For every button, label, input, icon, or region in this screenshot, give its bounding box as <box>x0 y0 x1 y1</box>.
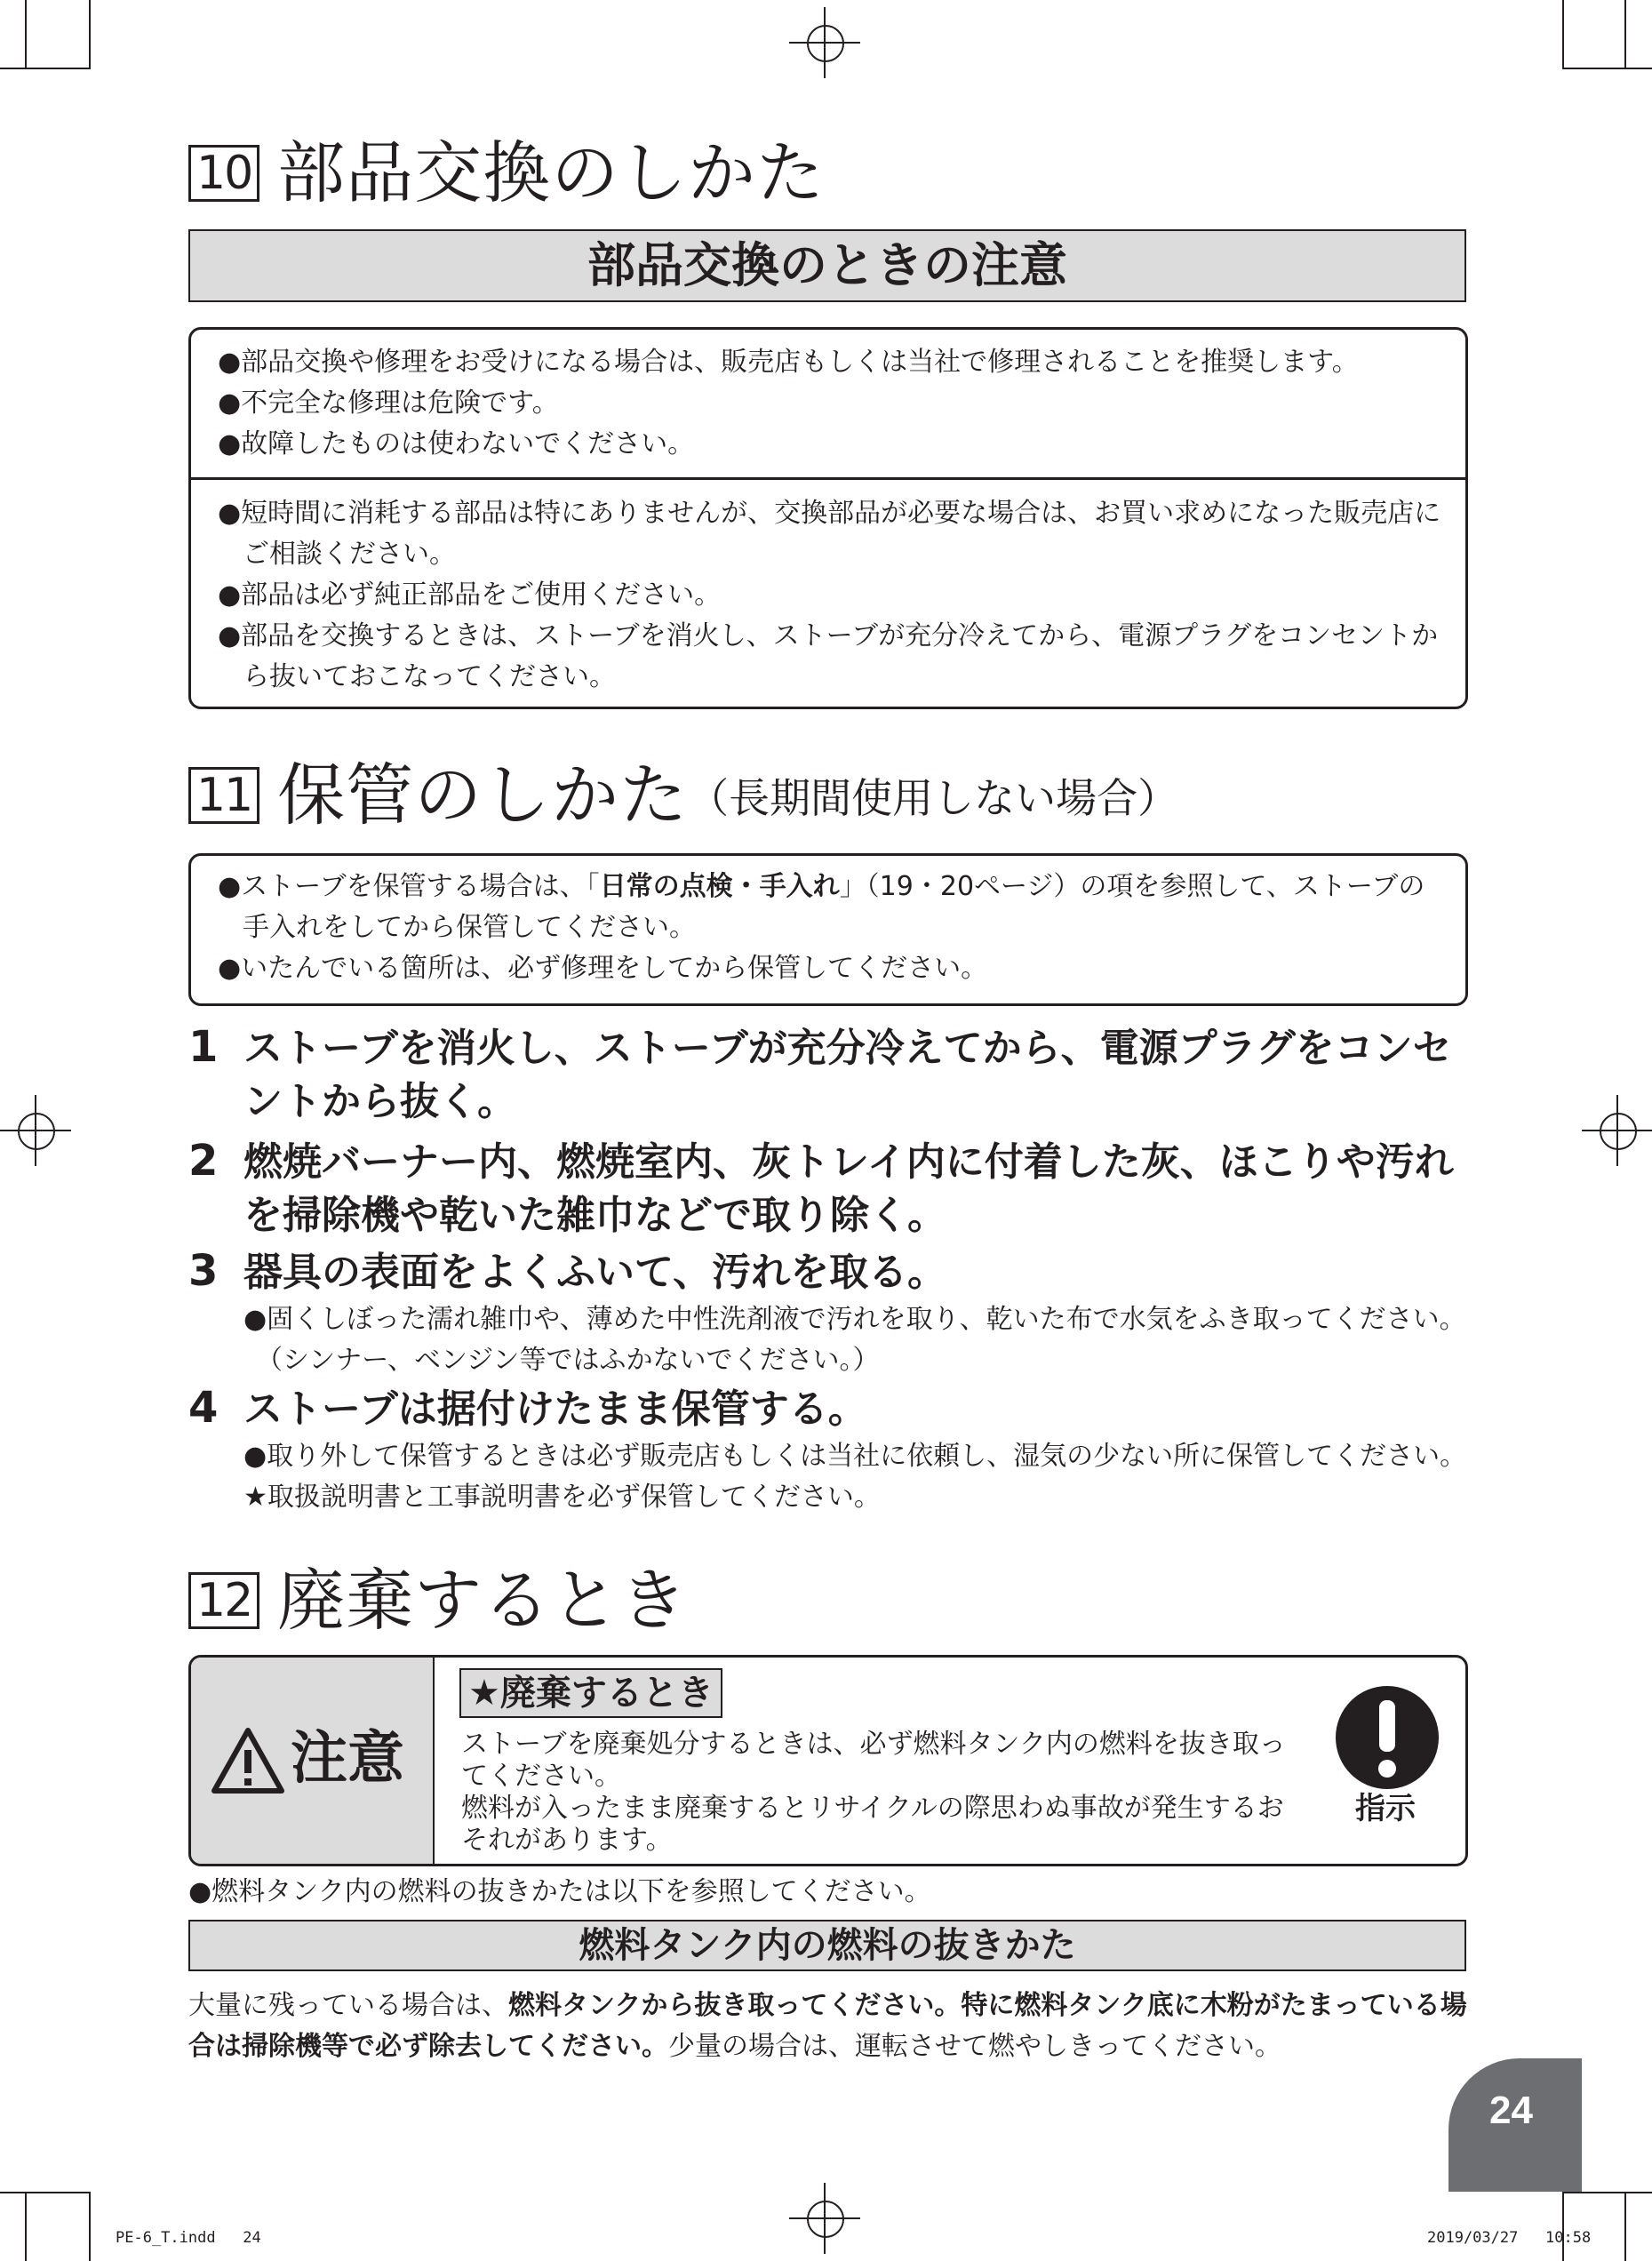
step-1 <box>188 1022 1468 1129</box>
text-run: 少量の場合は、運転させて燃やしきってください。 <box>668 2031 1281 2062</box>
divider <box>191 477 1465 480</box>
crop-mark <box>1624 2193 1626 2261</box>
bullet-item: ●短時間に消耗する部品は特にありませんが、交換部品が必要な場合は、お買い求めになった販売店にご相談ください。 <box>218 498 1441 570</box>
caution-head <box>459 1668 722 1718</box>
step-number: 1 <box>188 1022 219 1072</box>
warning-triangle-icon <box>211 1727 285 1794</box>
crop-mark <box>1562 2192 1652 2193</box>
step-title: 器具の表面をよくふいて、汚れを取る。 <box>243 1250 947 1295</box>
section-number: 10 <box>188 145 259 202</box>
bold-reference: 日常の点検・手入れ <box>599 871 840 902</box>
instruction-mandatory-icon <box>1334 1684 1441 1791</box>
section-number: 11 <box>188 767 259 824</box>
page-number-tab <box>1448 2058 1582 2192</box>
storage-notice-box <box>188 853 1468 1006</box>
text-run: 大量に残っている場合は、 <box>188 1990 508 2021</box>
storage-notice-content <box>218 867 1444 989</box>
crop-mark <box>1624 0 1626 68</box>
bullet-item: ●部品は必ず純正部品をご使用ください。 <box>218 579 722 611</box>
caution-label: 注意 <box>291 1726 404 1792</box>
text-run: ●ストーブを保管する場合は、「 <box>218 871 600 902</box>
step-2 <box>188 1136 1468 1242</box>
fuel-removal-paragraph <box>188 1985 1468 2067</box>
step-number: 4 <box>188 1383 219 1433</box>
notice-box <box>188 327 1468 709</box>
step-3 <box>188 1246 1468 1381</box>
caution-line: 燃料が入ったまま廃棄するとリサイクルの際思わぬ事故が発生するおそれがあります。 <box>461 1793 1284 1856</box>
caution-label-panel <box>191 1658 435 1864</box>
crop-mark <box>25 0 27 68</box>
fuel-note: ●燃料タンク内の燃料の抜きかたは以下を参照してください。 <box>188 1876 931 1907</box>
step-detail: ★取扱説明書と工事説明書を必ず保管してください。 <box>243 1482 881 1513</box>
footer-file-info: PE-6_T.indd 24 <box>116 2229 261 2247</box>
step-number: 2 <box>188 1136 219 1186</box>
registration-mark <box>789 7 860 78</box>
bullet-item: ●いたんでいる箇所は、必ず修理をしてから保管してください。 <box>218 953 988 984</box>
step-title: ストーブを消火し、ストーブが充分冷えてから、電源プラグをコンセントから抜く。 <box>243 1026 1452 1124</box>
subheading-bar <box>188 229 1466 302</box>
section-title: 廃棄するとき <box>277 1561 689 1640</box>
notice-box-bottom <box>218 493 1444 698</box>
step-4 <box>188 1383 1468 1518</box>
page-number: 24 <box>1489 2089 1533 2132</box>
bullet-item: ●部品を交換するときは、ストーブを消火し、ストーブが充分冷えてから、電源プラグをコンセントから抜いておこなってください。 <box>218 620 1439 692</box>
registration-mark <box>0 1095 71 1166</box>
crop-mark <box>1562 0 1564 69</box>
step-title: ストーブは据付けたまま保管する。 <box>243 1386 867 1432</box>
section-subtitle: （長期間使用しない場合） <box>688 774 1179 822</box>
registration-mark <box>789 2183 860 2254</box>
crop-mark <box>1562 2192 1564 2261</box>
step-number: 3 <box>188 1246 219 1296</box>
notice-box-top <box>218 342 1444 465</box>
caution-text <box>461 1729 1305 1857</box>
crop-mark <box>89 0 91 69</box>
step-detail: ●固くしぼった濡れ雑巾や、薄めた中性洗剤液で汚れを取り、乾いた布で水気をふき取ってください。 <box>243 1304 1466 1335</box>
section-number: 12 <box>188 1572 259 1629</box>
caution-line: ストーブを廃棄処分するときは、必ず燃料タンク内の燃料を抜き取ってください。 <box>461 1729 1286 1792</box>
registration-mark <box>1582 1095 1652 1166</box>
section-title: 部品交換のしかた <box>277 133 826 212</box>
bullet-item <box>218 867 1444 948</box>
step-title: 燃焼バーナー内、燃焼室内、灰トレイ内に付着した灰、ほこりや汚れを掃除機や乾いた雑巾などで取り除く。 <box>243 1139 1454 1238</box>
section-10-heading <box>188 133 825 213</box>
fuel-removal-bar-text: 燃料タンク内の燃料の抜きかた <box>579 1925 1076 1966</box>
section-title: 保管のしかた <box>277 755 689 835</box>
crop-mark <box>0 68 89 69</box>
caution-head-text: ★廃棄するとき <box>468 1673 714 1714</box>
caution-box <box>188 1655 1468 1866</box>
fuel-removal-bar <box>188 1920 1466 1971</box>
crop-mark <box>89 2192 91 2261</box>
instruction-label: 指示 <box>1355 1791 1416 1826</box>
crop-mark <box>0 2192 89 2193</box>
crop-mark <box>1562 68 1652 69</box>
bullet-item: ●故障したものは使わないでください。 <box>218 428 695 459</box>
bullet-item: ●不完全な修理は危険です。 <box>218 387 559 419</box>
section-11-heading <box>188 755 1178 835</box>
step-detail: （シンナー、ベンジン等ではふかないでください。） <box>256 1345 880 1376</box>
crop-mark <box>25 2193 27 2261</box>
subheading-text: 部品交換のときの注意 <box>587 237 1067 293</box>
bullet-item: ●部品交換や修理をお受けになる場合は、販売店もしくは当社で修理されることを推奨します。 <box>218 347 1359 378</box>
text-run: 」（19・20ページ）の項を参照して、ストーブの手入れをしてから保管してください。 <box>243 871 1425 943</box>
section-12-heading <box>188 1561 688 1641</box>
bold-text-run: 燃料タンクから抜き取ってください。特に燃料タンク底に木粉がたまっている場合は掃除機等で必ず除去してください。 <box>188 1990 1467 2062</box>
footer-timestamp: 2019/03/27 10:58 <box>1427 2229 1592 2247</box>
step-detail: ●取り外して保管するときは必ず販売店もしくは当社に依頼し、湿気の少ない所に保管してください。 <box>243 1441 1467 1472</box>
